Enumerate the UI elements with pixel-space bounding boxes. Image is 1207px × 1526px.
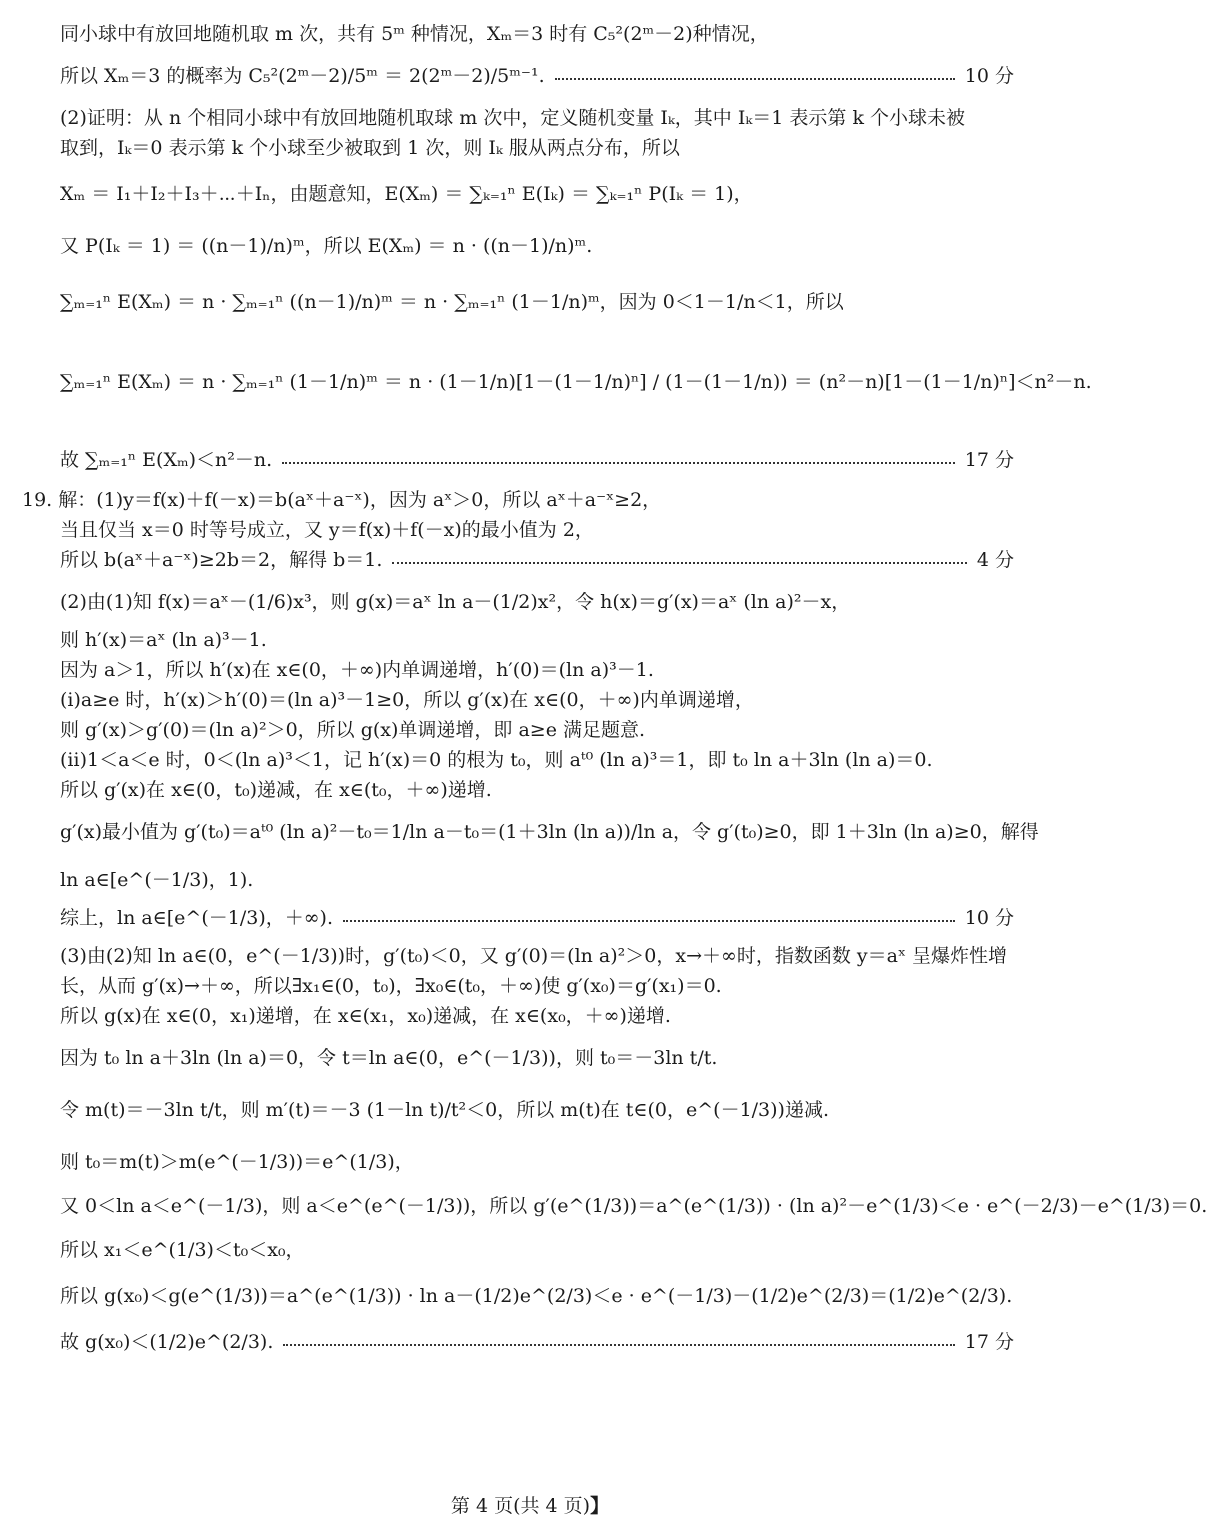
solution-line: 又 0＜ln a＜e^(－1/3)，则 a＜e^(e^(－1/3))，所以 g′(e^(1/3))＝a^(e^(1/3)) · (ln a)²－e^(1/3)＜e · e^(－2/3)－e^(1/3)＝0. (60, 1195, 1207, 1217)
solution-line: 因为 a＞1，所以 h′(x)在 x∈(0，＋∞)内单调递增，h′(0)＝(ln a)³－1. (60, 659, 654, 681)
solution-line-scored: 故 g(x₀)＜(1/2)e^(2/3). 17 分 (60, 1322, 1014, 1362)
solution-line: ln a∈[e^(－1/3)，1). (60, 869, 254, 891)
solution-line: 则 h′(x)＝aˣ (ln a)³－1. (60, 629, 267, 651)
score-points: 10 分 (964, 65, 1014, 87)
solution-line-scored: 所以 b(aˣ＋a⁻ˣ)≥2b＝2，解得 b＝1. 4 分 (60, 546, 1014, 574)
solution-line: ∑ₘ₌₁ⁿ E(Xₘ) ＝ n · ∑ₘ₌₁ⁿ ((n－1)/n)ᵐ ＝ n · ∑ₘ₌₁ⁿ (1－1/n)ᵐ，因为 0＜1－1/n＜1，所以 (60, 291, 844, 313)
solution-line: ∑ₘ₌₁ⁿ E(Xₘ) ＝ n · ∑ₘ₌₁ⁿ (1－1/n)ᵐ ＝ n · (1－1/n)[1－(1－1/n)ⁿ] / (1－(1－1/n)) ＝ (n²－n)[1－(1－1/n)ⁿ]＜n²－n. (60, 371, 1092, 393)
score-points: 10 分 (964, 907, 1014, 929)
leader-dots (282, 462, 955, 464)
solution-line: 长，从而 g′(x)→＋∞，所以∃x₁∈(0，t₀)，∃x₀∈(t₀，＋∞)使 g′(x₀)＝g′(x₁)＝0. (60, 975, 722, 997)
solution-line: 所以 g(x₀)＜g(e^(1/3))＝a^(e^(1/3)) · ln a－(1/2)e^(2/3)＜e · e^(－1/3)－(1/2)e^(2/3)＝(1/2)e^(2/3). (60, 1285, 1013, 1307)
solution-line: 取到，Iₖ＝0 表示第 k 个小球至少被取到 1 次，则 Iₖ 服从两点分布，所以 (60, 137, 680, 159)
score-points: 17 分 (964, 449, 1014, 471)
solution-line: (3)由(2)知 ln a∈(0，e^(－1/3))时，g′(t₀)＜0，又 g′(0)＝(ln a)²＞0，x→＋∞时，指数函数 y＝aˣ 呈爆炸性增 (60, 945, 1008, 967)
leader-dots (555, 78, 955, 80)
solution-line: 又 P(Iₖ ＝ 1) ＝ ((n－1)/n)ᵐ，所以 E(Xₘ) ＝ n · ((n－1)/n)ᵐ. (60, 235, 593, 257)
solution-line: (2)由(1)知 f(x)＝aˣ－(1/6)x³，则 g(x)＝aˣ ln a－(1/2)x²，令 h(x)＝g′(x)＝aˣ (ln a)²－x， (60, 591, 851, 613)
solution-line: 所以 g(x)在 x∈(0，x₁)递增，在 x∈(x₁，x₀)递减，在 x∈(x₀，＋∞)递增. (60, 1005, 671, 1027)
solution-line: 则 t₀＝m(t)＞m(e^(－1/3))＝e^(1/3)， (60, 1151, 414, 1173)
footer-bracket: 】 (590, 1495, 610, 1517)
solution-line: 同小球中有放回地随机取 m 次，共有 5ᵐ 种情况，Xₘ＝3 时有 C₅²(2ᵐ－2)种情况， (60, 23, 769, 45)
solution-line: (ⅱ)1＜a＜e 时，0＜(ln a)³＜1，记 h′(x)＝0 的根为 t₀，则 aᵗ⁰ (ln a)³＝1，即 t₀ ln a＋3ln (ln a)＝0. (60, 749, 933, 771)
leader-dots (283, 1344, 954, 1346)
solution-line: g′(x)最小值为 g′(t₀)＝aᵗ⁰ (ln a)²－t₀＝1/ln a－t₀＝(1＋3ln (ln a))/ln a，令 g′(t₀)≥0，即 1＋3ln (ln a)≥0，解得 (60, 821, 1039, 843)
solution-line: 当且仅当 x＝0 时等号成立，又 y＝f(x)＋f(－x)的最小值为 2， (60, 519, 594, 541)
leader-dots (343, 920, 955, 922)
solution-line-scored: 综上，ln a∈[e^(－1/3)，＋∞). 10 分 (60, 898, 1014, 938)
score-points: 17 分 (964, 1331, 1014, 1353)
page-footer (0, 1492, 1060, 1520)
page-number: 第 4 页(共 4 页) (450, 1495, 591, 1517)
score-points: 4 分 (976, 549, 1014, 571)
solution-line: 则 g′(x)＞g′(0)＝(ln a)²＞0，所以 g(x)单调递增，即 a≥e 满足题意. (60, 719, 646, 741)
solution-line-scored: 所以 Xₘ＝3 的概率为 C₅²(2ᵐ－2)/5ᵐ ＝ 2(2ᵐ－2)/5ᵐ⁻¹. 10 分 (60, 56, 1014, 96)
leader-dots (392, 562, 966, 564)
solution-line: (ⅰ)a≥e 时，h′(x)＞h′(0)＝(ln a)³－1≥0，所以 g′(x)在 x∈(0，＋∞)内单调递增， (60, 689, 754, 711)
solution-line: 令 m(t)＝－3ln t/t，则 m′(t)＝－3 (1－ln t)/t²＜0，所以 m(t)在 t∈(0，e^(－1/3))递减. (60, 1099, 830, 1121)
solution-line: (2)证明：从 n 个相同小球中有放回地随机取球 m 次中，定义随机变量 Iₖ，其中 Iₖ＝1 表示第 k 个小球未被 (60, 107, 965, 129)
solution-line: 所以 g′(x)在 x∈(0，t₀)递减，在 x∈(t₀，＋∞)递增. (60, 779, 492, 801)
solution-line: Xₘ ＝ I₁＋I₂＋I₃＋⋯＋Iₙ，由题意知，E(Xₘ) ＝ ∑ₖ₌₁ⁿ E(Iₖ) ＝ ∑ₖ₌₁ⁿ P(Iₖ ＝ 1)， (60, 183, 753, 205)
question-19-start: 19. 解：(1)y＝f(x)＋f(－x)＝b(aˣ＋a⁻ˣ)，因为 aˣ＞0，所以 aˣ＋a⁻ˣ≥2， (22, 489, 662, 511)
solution-line: 所以 x₁＜e^(1/3)＜t₀＜x₀， (60, 1239, 305, 1261)
solution-line: 因为 t₀ ln a＋3ln (ln a)＝0，令 t＝ln a∈(0，e^(－1/3))，则 t₀＝－3ln t/t. (60, 1047, 718, 1069)
solution-line-scored: 故 ∑ₘ₌₁ⁿ E(Xₘ)＜n²－n. 17 分 (60, 440, 1014, 480)
